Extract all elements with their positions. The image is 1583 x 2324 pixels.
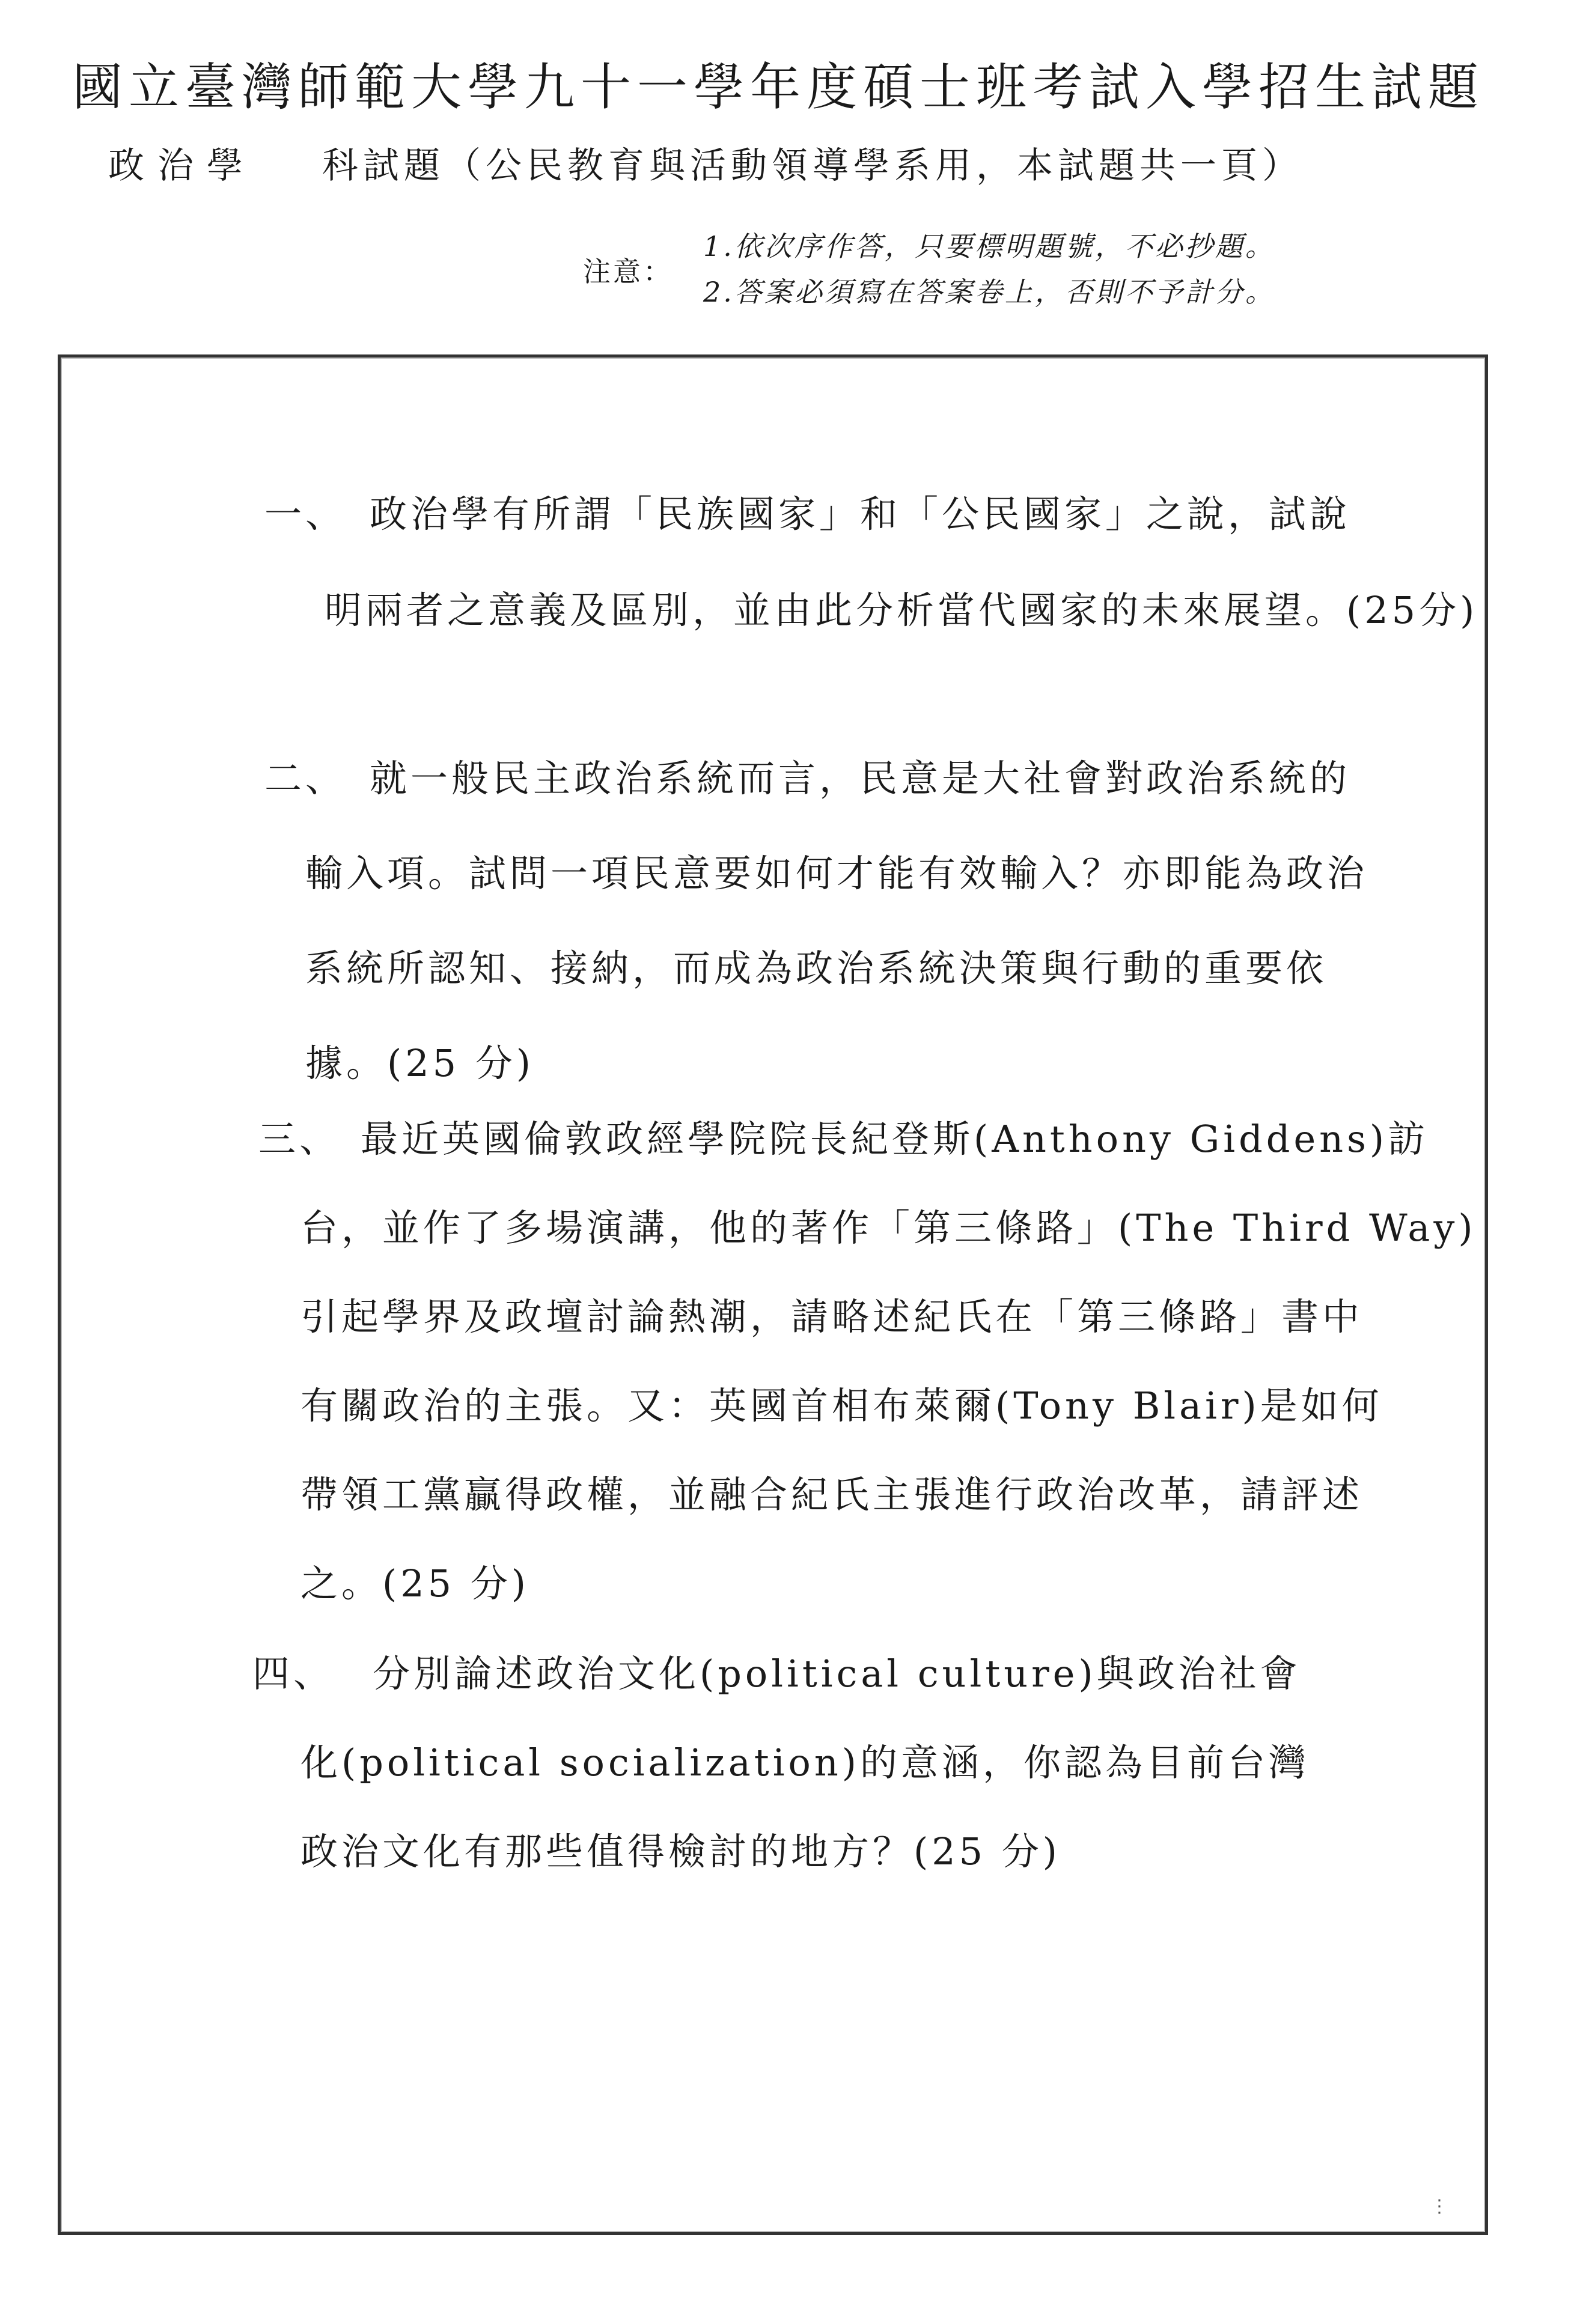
question-line: 明兩者之意義及區別，並由此分析當代國家的未來展望。(25分) xyxy=(325,588,1478,632)
subject-line xyxy=(108,137,1303,189)
subject-name: 政治學 xyxy=(108,145,256,187)
question-line: 分別論述政治文化(political culture)與政治社會 xyxy=(373,1652,1301,1696)
question-line: 台，並作了多場演講，他的著作「第三條路」(The Third Way) xyxy=(300,1206,1477,1250)
question-line: 據。(25 分) xyxy=(305,1041,534,1085)
question-number: 三、 xyxy=(258,1117,341,1161)
notice-item-1: 1.依次序作答，只要標明題號，不必抄題。 xyxy=(703,230,1275,263)
question-line: 政治文化有那些值得檢討的地方？(25 分) xyxy=(300,1830,1061,1873)
question-line: 政治學有所謂「民族國家」和「公民國家」之說，試說 xyxy=(370,492,1351,536)
question-line: 之。(25 分) xyxy=(300,1562,529,1605)
question-line: 就一般民主政治系統而言，民意是大社會對政治系統的 xyxy=(370,756,1351,800)
question-line: 輸入項。試問一項民意要如何才能有效輸入？亦即能為政治 xyxy=(305,851,1368,895)
question-line: 化(political socialization)的意涵，你認為目前台灣 xyxy=(300,1741,1310,1784)
notice-item-2: 2.答案必須寫在答案卷上，否則不予計分。 xyxy=(703,276,1275,308)
question-line: 最近英國倫敦政經學院院長紀登斯(Anthony Giddens)訪 xyxy=(361,1117,1429,1161)
notice-label: 注意： xyxy=(583,255,673,288)
question-line: 系統所認知、接納，而成為政治系統決策與行動的重要依 xyxy=(305,946,1328,990)
corner-mark: ⋮ xyxy=(1430,2196,1448,2217)
question-number: 四、 xyxy=(252,1652,335,1696)
question-number: 一、 xyxy=(264,492,347,536)
question-line: 帶領工黨贏得政權，並融合紀氏主張進行政治改革，請評述 xyxy=(300,1473,1364,1516)
question-line: 有關政治的主張。又：英國首相布萊爾(Tony Blair)是如何 xyxy=(300,1384,1383,1428)
subject-note: 科試題（公民教育與活動領導學系用，本試題共一頁） xyxy=(322,145,1303,187)
question-line: 引起學界及政壇討論熱潮，請略述紀氏在「第三條路」書中 xyxy=(300,1295,1364,1339)
notice-items xyxy=(703,224,1275,315)
question-number: 二、 xyxy=(264,756,347,800)
exam-title: 國立臺灣師範大學九十一學年度碩士班考試入學招生試題 xyxy=(72,58,1485,117)
